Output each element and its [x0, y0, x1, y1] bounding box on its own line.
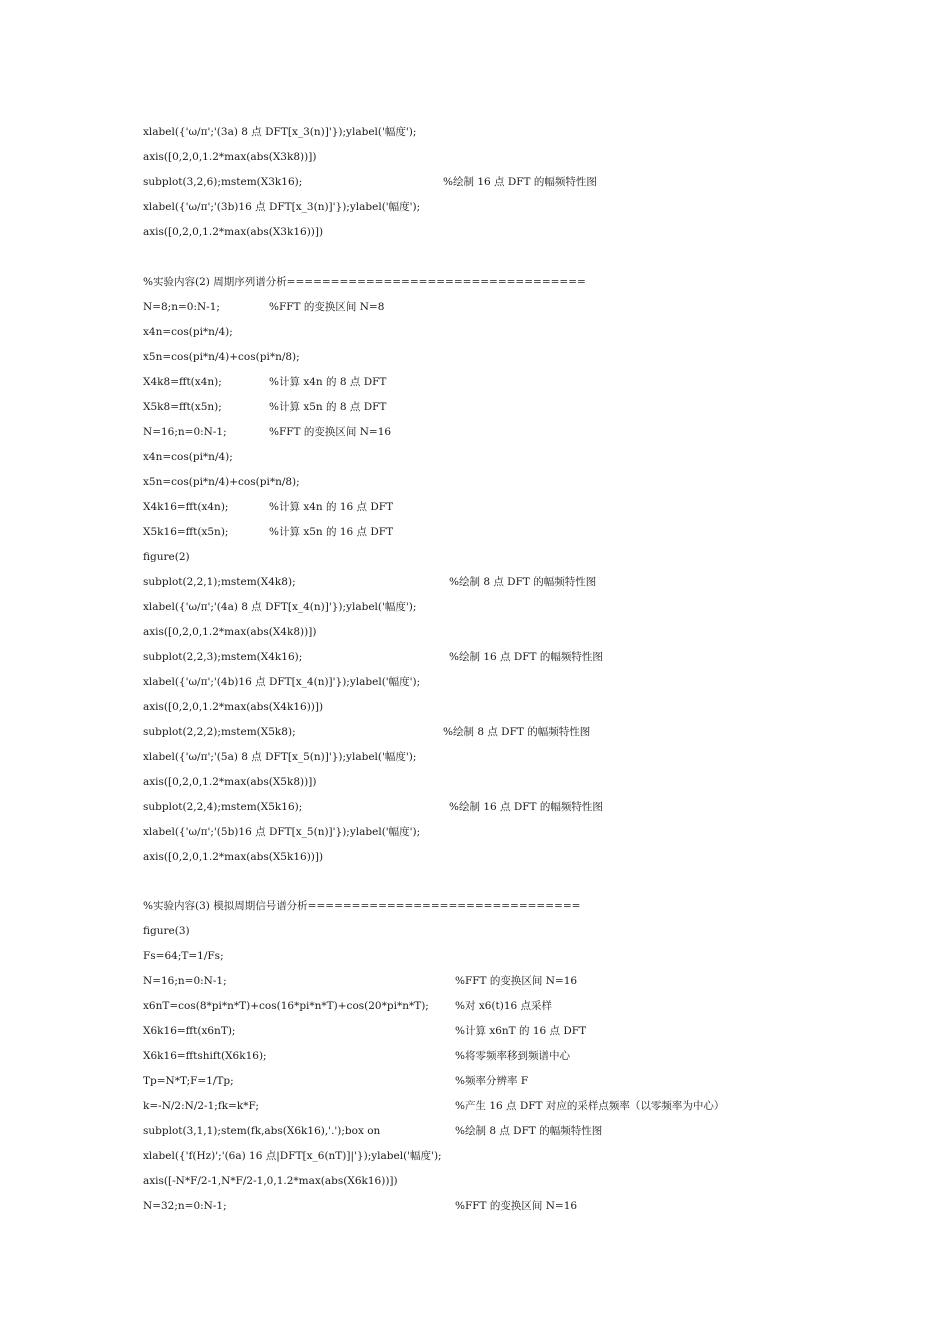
code-text: x6nT=cos(8*pi*n*T)+cos(16*pi*n*T)+cos(20*pi*n*T); [143, 1000, 429, 1012]
code-text: N=16;n=0:N-1; [143, 975, 227, 987]
code-comment: %FFT 的变换区间 N=16 [455, 1200, 578, 1212]
code-text: subplot(3,2,6);mstem(X3k16); [143, 176, 303, 188]
code-comment: %计算 x5n 的 16 点 DFT [269, 526, 394, 538]
code-comment: %绘制 8 点 DFT 的幅频特性图 [455, 1125, 603, 1137]
code-text: subplot(2,2,2);mstem(X5k8); [143, 726, 296, 738]
code-text: axis([0,2,0,1.2*max(abs(X4k8))]) [143, 626, 317, 638]
code-text: axis([0,2,0,1.2*max(abs(X5k16))]) [143, 851, 324, 863]
code-text: figure(2) [143, 551, 190, 563]
code-text: axis([0,2,0,1.2*max(abs(X4k16))]) [143, 701, 324, 713]
code-comment: %绘制 8 点 DFT 的幅频特性图 [443, 726, 591, 738]
code-text: X4k8=fft(x4n); [143, 376, 222, 388]
code-text: x5n=cos(pi*n/4)+cos(pi*n/8); [143, 476, 300, 488]
code-text: subplot(3,1,1);stem(fk,abs(X6k16),'.');box on [143, 1125, 381, 1137]
code-comment: %FFT 的变换区间 N=8 [269, 301, 385, 313]
code-text: %实验内容(3) 模拟周期信号谱分析=============================== [143, 900, 581, 912]
code-text: N=8;n=0:N-1; [143, 301, 220, 313]
code-text: x4n=cos(pi*n/4); [143, 326, 233, 338]
code-text: axis([0,2,0,1.2*max(abs(X5k8))]) [143, 776, 317, 788]
code-text: X6k16=fftshift(X6k16); [143, 1050, 267, 1062]
code-comment: %计算 x6nT 的 16 点 DFT [455, 1025, 587, 1037]
code-text: X4k16=fft(x4n); [143, 501, 229, 513]
code-comment: %将零频率移到频谱中心 [455, 1050, 570, 1062]
code-text: subplot(2,2,4);mstem(X5k16); [143, 801, 303, 813]
code-comment: %计算 x4n 的 16 点 DFT [269, 501, 394, 513]
code-comment: %计算 x5n 的 8 点 DFT [269, 401, 387, 413]
code-text: xlabel({'ω/π';'(5b)16 点 DFT[x_5(n)]'});ylabel('幅度'); [143, 826, 421, 838]
code-text: X5k8=fft(x5n); [143, 401, 222, 413]
code-text: xlabel({'f(Hz)';'(6a) 16 点|DFT[x_6(nT)]|'});ylabel('幅度'); [143, 1150, 442, 1162]
code-text: Fs=64;T=1/Fs; [143, 950, 224, 962]
code-comment: %绘制 16 点 DFT 的幅频特性图 [449, 801, 603, 813]
code-text: subplot(2,2,3);mstem(X4k16); [143, 651, 303, 663]
code-text: x4n=cos(pi*n/4); [143, 451, 233, 463]
code-text: axis([0,2,0,1.2*max(abs(X3k8))]) [143, 151, 317, 163]
code-text: axis([0,2,0,1.2*max(abs(X3k16))]) [143, 226, 324, 238]
code-text: Tp=N*T;F=1/Tp; [143, 1075, 234, 1087]
code-comment: %对 x6(t)16 点采样 [455, 1000, 553, 1012]
code-comment: %频率分辨率 F [455, 1075, 529, 1087]
code-comment: %FFT 的变换区间 N=16 [455, 975, 578, 987]
code-text: xlabel({'ω/π';'(3a) 8 点 DFT[x_3(n)]'});ylabel('幅度'); [143, 126, 417, 138]
code-text: X5k16=fft(x5n); [143, 526, 229, 538]
code-comment: %绘制 8 点 DFT 的幅频特性图 [449, 576, 597, 588]
code-text: xlabel({'ω/π';'(4a) 8 点 DFT[x_4(n)]'});ylabel('幅度'); [143, 601, 417, 613]
code-text: axis([-N*F/2-1,N*F/2-1,0,1.2*max(abs(X6k16))]) [143, 1175, 398, 1187]
code-text: figure(3) [143, 925, 190, 937]
code-text: k=-N/2:N/2-1;fk=k*F; [143, 1100, 259, 1112]
code-text: N=32;n=0:N-1; [143, 1200, 227, 1212]
code-text: xlabel({'ω/π';'(4b)16 点 DFT[x_4(n)]'});ylabel('幅度'); [143, 676, 421, 688]
code-comment: %绘制 16 点 DFT 的幅频特性图 [449, 651, 603, 663]
code-text: X6k16=fft(x6nT); [143, 1025, 236, 1037]
code-comment: %FFT 的变换区间 N=16 [269, 426, 392, 438]
code-text: xlabel({'ω/π';'(5a) 8 点 DFT[x_5(n)]'});ylabel('幅度'); [143, 751, 417, 763]
code-text: x5n=cos(pi*n/4)+cos(pi*n/8); [143, 351, 300, 363]
code-comment: %计算 x4n 的 8 点 DFT [269, 376, 387, 388]
code-comment: %产生 16 点 DFT 对应的采样点频率（以零频率为中心） [455, 1100, 725, 1112]
code-text: xlabel({'ω/π';'(3b)16 点 DFT[x_3(n)]'});ylabel('幅度'); [143, 201, 421, 213]
code-text: subplot(2,2,1);mstem(X4k8); [143, 576, 296, 588]
code-text: N=16;n=0:N-1; [143, 426, 227, 438]
code-text: %实验内容(2) 周期序列谱分析================================== [143, 276, 586, 288]
code-comment: %绘制 16 点 DFT 的幅频特性图 [443, 176, 597, 188]
